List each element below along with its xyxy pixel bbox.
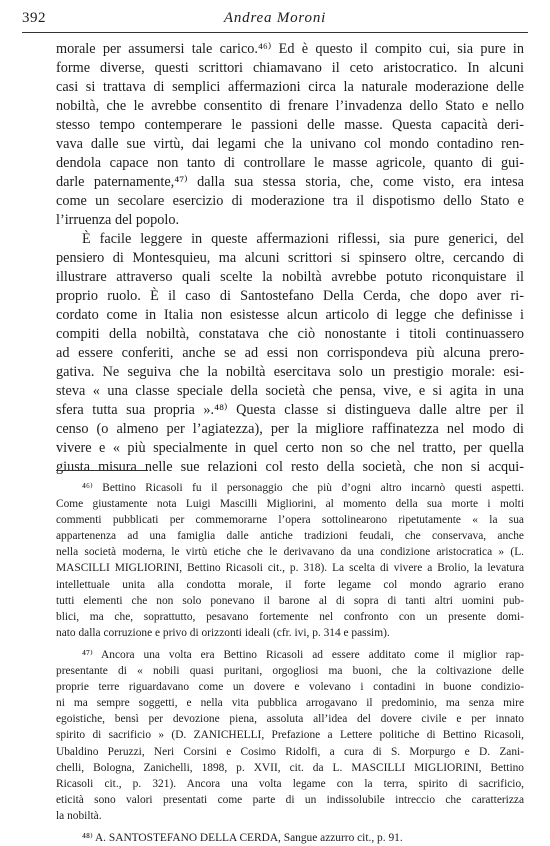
header-rule <box>22 32 528 33</box>
footnote-line: ⁴⁷⁾ Ancora una volta era Bettino Ricasoli ad essere additato come il miglior rap- <box>82 648 524 661</box>
text-line: nobiltà, che le avrebbe consentito di frenare l’invadenza dello Stato e nello <box>56 98 524 114</box>
text-line: censo (o almeno per l’agiatezza), per la migliore raffinatezza nel modo di <box>56 421 524 437</box>
footnote-line: presentante di « nobili quasi puritani, orgogliosi ma buoni, che la coltivazione delle <box>56 665 524 678</box>
text-line: ad essere conferiti, anche se ad essi non corrispondeva più alcuna prero- <box>56 345 524 361</box>
text-line: illustrare attraverso quali scelte la nobiltà avrebbe potuto riconquistare il <box>56 269 524 285</box>
footnote-line: nella società moderna, le virtù etiche che le derivavano da una condizione aristocratica » (L. <box>56 546 524 559</box>
footnote-line: la nobiltà. <box>56 809 102 822</box>
footnote-line: nato dalla corruzione e privo di orizzonti ideali (cfr. ivi, p. 314 e passim). <box>56 626 390 639</box>
footnote-line: blici, ma che, soprattutto, pesavano fortemente nel confronto con un presente domi- <box>56 610 524 623</box>
footnotes <box>56 480 524 846</box>
text-line: È facile leggere in queste affermazioni riflessi, sia pure generici, del <box>82 231 524 247</box>
footnote-line: Ricasoli cit., p. 321). Ancora una volta legame con la terra, spirito di sacrificio, <box>56 777 524 790</box>
footnote-line: ⁴⁶⁾ Bettino Ricasoli fu il personaggio che più d’ogni altro incarnò questi aspetti. <box>82 482 524 494</box>
text-line: dendola capace non tanto di controllare le masse agricole, quanto di gui- <box>56 155 524 171</box>
text-line: vava dalle sue virtù, dai legami che la univano col mondo contadino ren- <box>56 136 524 152</box>
text-line: forme diverse, questi scrittori chiamavano il ceto aristocratico. In alcuni <box>56 60 524 76</box>
main-text <box>56 40 524 477</box>
footnote-separator <box>56 470 148 471</box>
footnote-47 <box>56 647 524 824</box>
footnote-line: ⁴⁸⁾ A. SANTOSTEFANO DELLA CERDA, Sangue azzurro cit., p. 91. <box>82 831 403 844</box>
footnote-line: spirito di sacrificio » (D. ZANICHELLI, Prefazione a Lettere politiche di Bettino Ricasoli, <box>56 729 524 742</box>
text-line: compiti della nobiltà, constatava che ciò nonostante i titoli continuassero <box>56 326 524 342</box>
text-line: casi si trattava di semplici affermazioni circa la naturale moderazione delle <box>56 79 524 95</box>
page-header <box>22 10 528 30</box>
text-line: darle paternamente,⁴⁷⁾ dalla sua stessa storia, che, come visto, era intesa <box>56 174 524 190</box>
footnote-line: tutti elementi che non solo ponevano il barone al di sopra di tanti altri uomini pub- <box>56 594 524 607</box>
text-line: proprio ruolo. È il caso di Santostefano Della Cerda, che dopo aver ri- <box>56 288 524 304</box>
footnote-line: intellettuale unita alla condotta morale, il forte legame col mondo agrario erano <box>56 578 524 591</box>
footnote-line: commenti pubblicati per commemorarne l’opera sottolinearono ripetutamente « la sua <box>56 514 524 527</box>
footnote-line: egoistiche, bensì per devozione piena, assoluta all’idea del dovere civile e per innato <box>56 713 524 726</box>
text-line: giusta misura nelle sue relazioni col resto della società, che non si acqui- <box>56 459 524 475</box>
footnote-line: eticità sono valori presentati come parte di un indissolubile intreccio che caratterizza <box>56 793 524 806</box>
footnote-line: proprie terre riguardavano come un dovere e volevano i contadini in buone condizio- <box>56 681 524 694</box>
text-line: morale per assumersi tale carico.⁴⁶⁾ Ed è questo il compito cui, sia pure in <box>56 41 524 57</box>
text-line: sfera tutta sua propria ».⁴⁸⁾ Questa classe si distingueva dalle altre per il <box>56 402 524 418</box>
footnote-46 <box>56 480 524 641</box>
text-line: come un secolare esercizio di moderazione tra il dispotismo dello Stato e <box>56 193 524 209</box>
footnote-line: chelli, Bologna, Zanichelli, 1898, p. XVII, cit. da L. MASCILLI MIGLIORINI, Bettino <box>56 761 524 774</box>
text-line: l’irruenza del popolo. <box>56 212 180 228</box>
text-line: pensiero di Montesquieu, ma alcuni scrittori si spinsero oltre, cercando di <box>56 250 524 266</box>
text-line: gativa. Ne seguiva che la nobiltà esercitava solo un prestigio morale: esi- <box>56 364 524 380</box>
running-head: Andrea Moroni <box>223 10 327 26</box>
footnote-48 <box>56 830 524 846</box>
footnote-line: Come giustamente nota Luigi Mascilli Migliorini, al momento della sua morte i molti <box>56 498 524 511</box>
footnote-line: ni ma sempre soggetti, e nella vita pubblica arrogavano il predominio, ma senza mire <box>56 697 524 710</box>
text-line: stesso tempo contemperare le passioni delle masse. Questa capacità deri- <box>56 117 524 133</box>
footnote-line: appartenenza ad una famiglia dalle antiche tradizioni feudali, che conservava, anche <box>56 530 524 543</box>
text-line: cordato come in Italia non esistesse alcun articolo di legge che definisse i <box>56 307 524 323</box>
footnote-line: MASCILLI MIGLIORINI, Bettino Ricasoli cit., p. 318). La scelta di vivere a Brolio, la levatura <box>56 562 524 575</box>
footnote-line: Ubaldino Peruzzi, Neri Corsini e Cosimo Ridolfi, a cura di S. Morpurgo e D. Zani- <box>56 745 524 758</box>
text-line: steva « una classe speciale della società che pensa, vive, e si agita in una <box>56 383 524 399</box>
text-line: vivere e « più specialmente in quel certo non so che nel tratto, per quella <box>56 440 524 456</box>
page-number: 392 <box>22 10 46 26</box>
